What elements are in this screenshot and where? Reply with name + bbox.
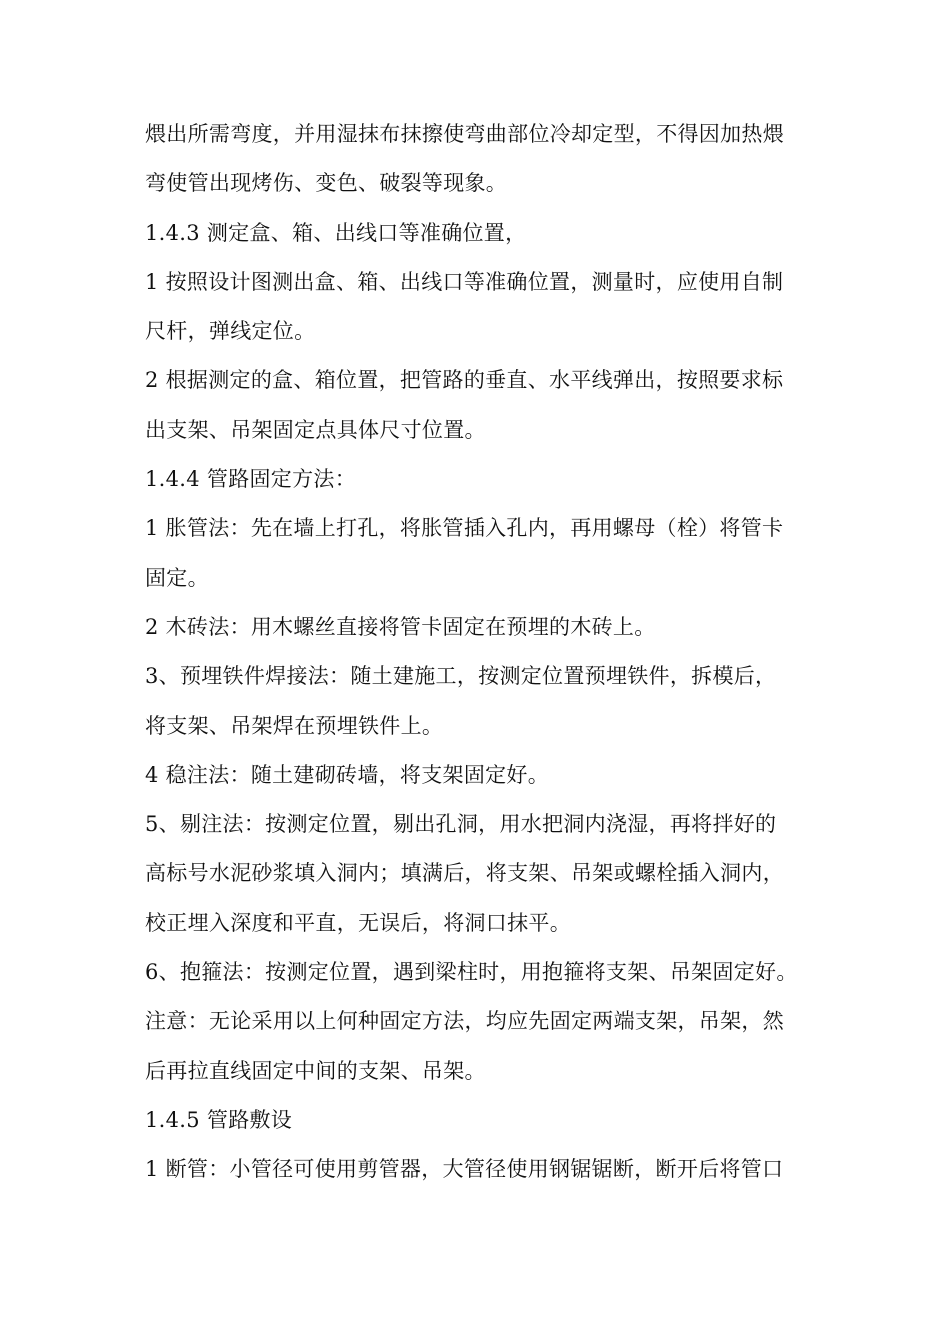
text-line: 2 根据测定的盒、箱位置，把管路的垂直、水平线弹出，按照要求标 bbox=[145, 368, 784, 393]
text-line: 5、剔注法：按测定位置，剔出孔洞，用水把洞内浇湿，再将拌好的 bbox=[145, 812, 777, 837]
section-heading-1-4-4: 1.4.4 管路固定方法： bbox=[145, 467, 357, 492]
text-line: 出支架、吊架固定点具体尺寸位置。 bbox=[145, 417, 486, 442]
text-line: 高标号水泥砂浆填入洞内；填满后，将支架、吊架或螺栓插入洞内， bbox=[145, 861, 784, 886]
text-line: 将支架、吊架焊在预埋铁件上。 bbox=[145, 713, 444, 738]
text-line: 弯使管出现烤伤、变色、破裂等现象。 bbox=[145, 171, 508, 196]
text-line: 1 断管：小管径可使用剪管器，大管径使用钢锯锯断，断开后将管口 bbox=[145, 1157, 784, 1182]
text-line: 1 胀管法：先在墙上打孔，将胀管插入孔内，再用螺母（栓）将管卡 bbox=[145, 516, 784, 541]
text-line: 尺杆，弹线定位。 bbox=[145, 319, 316, 344]
text-line: 6、抱箍法：按测定位置，遇到梁柱时，用抱箍将支架、吊架固定好。 bbox=[145, 960, 798, 985]
text-line: 校正埋入深度和平直，无误后，将洞口抹平。 bbox=[145, 910, 571, 935]
text-line: 4 稳注法：随土建砌砖墙，将支架固定好。 bbox=[145, 762, 550, 787]
document-body bbox=[145, 110, 810, 1195]
section-heading-1-4-3: 1.4.3 测定盒、箱、出线口等准确位置， bbox=[145, 220, 527, 245]
text-line: 2 木砖法：用木螺丝直接将管卡固定在预埋的木砖上。 bbox=[145, 614, 656, 639]
text-line: 1 按照设计图测出盒、箱、出线口等准确位置，测量时，应使用自制 bbox=[145, 269, 784, 294]
text-line: 煨出所需弯度，并用湿抹布抹擦使弯曲部位冷却定型，不得因加热煨 bbox=[145, 122, 784, 146]
section-heading-1-4-5: 1.4.5 管路敷设 bbox=[145, 1107, 293, 1132]
text-line: 固定。 bbox=[145, 565, 209, 590]
text-line: 后再拉直线固定中间的支架、吊架。 bbox=[145, 1058, 486, 1083]
text-line: 3、预埋铁件焊接法：随土建施工，按测定位置预埋铁件，拆模后， bbox=[145, 664, 777, 689]
text-line: 注意：无论采用以上何种固定方法，均应先固定两端支架，吊架，然 bbox=[145, 1009, 784, 1034]
